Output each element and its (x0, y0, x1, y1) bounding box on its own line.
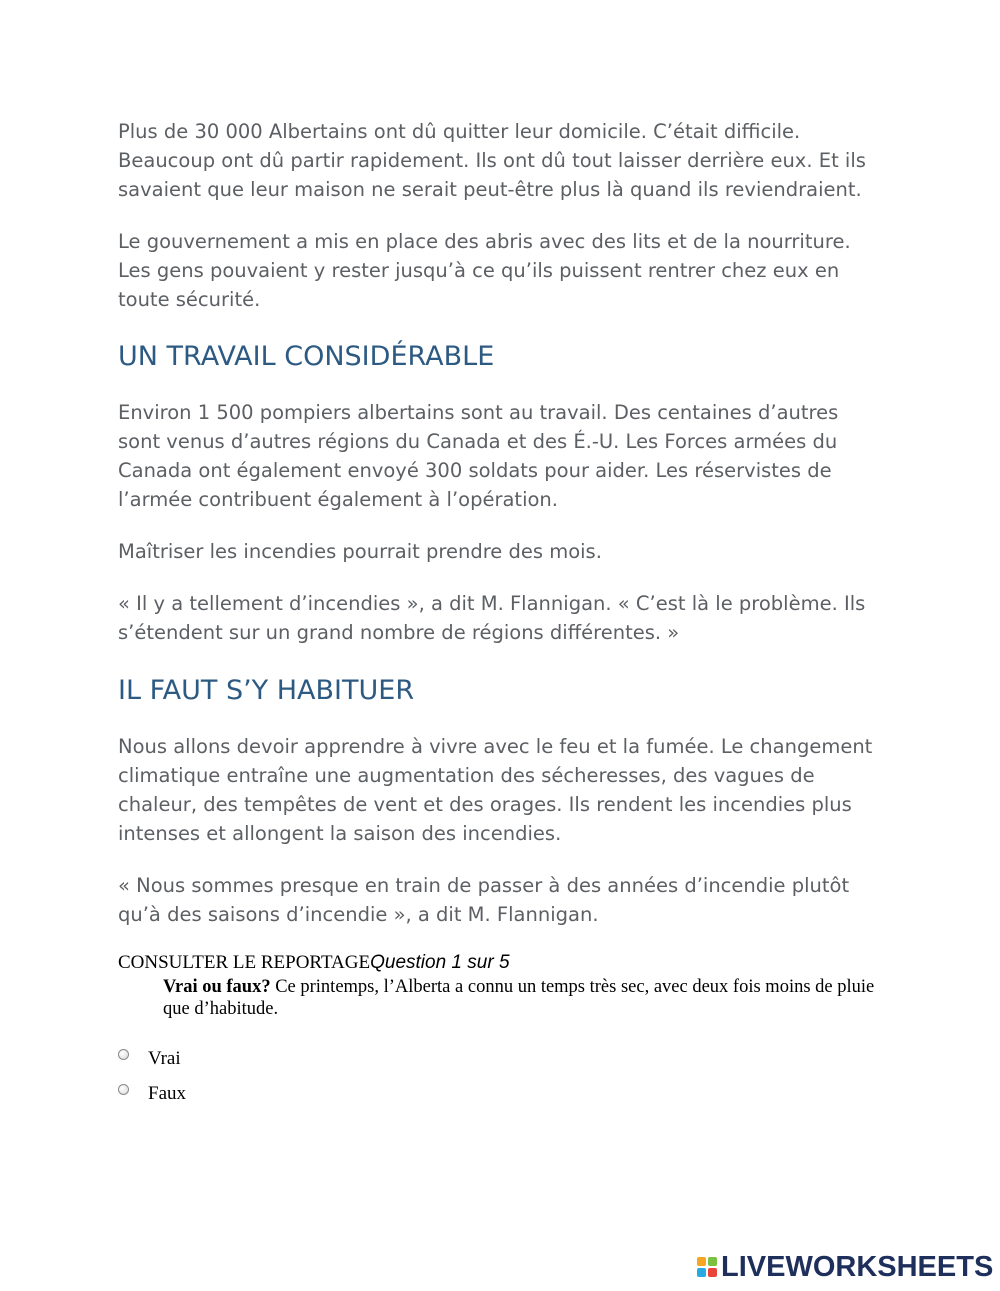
liveworksheets-logo (697, 1252, 993, 1282)
option-faux[interactable] (118, 1083, 186, 1105)
section-heading: IL FAUT S’Y HABITUER (118, 675, 415, 706)
article-paragraph: « Nous sommes presque en train de passer à des années d’incendie plutôt qu’à des saisons d’incendie », a dit M. Flannigan. (118, 874, 850, 926)
logo-text: LIVEWORKSHEETS (721, 1251, 994, 1283)
question-type-label: Vrai ou faux? (163, 977, 271, 997)
question-text: Ce printemps, l’Alberta a connu un temps très sec, avec deux fois moins de pluie que d’habitude. (163, 977, 875, 1019)
radio-button-icon[interactable] (118, 1049, 129, 1060)
question-counter: Question 1 sur 5 (370, 952, 510, 973)
logo-block (708, 1257, 717, 1266)
article-paragraph: « Il y a tellement d’incendies », a dit M. Flannigan. « C’est là le problème. Ils s’étendent sur un grand nombre de régions différentes. » (118, 592, 866, 644)
option-vrai[interactable] (118, 1048, 181, 1070)
view-report-link[interactable]: CONSULTER LE REPORTAGE (118, 952, 371, 973)
question-prompt (163, 976, 883, 1020)
radio-button-icon[interactable] (118, 1084, 129, 1095)
quiz-header (118, 952, 510, 974)
option-label: Vrai (148, 1048, 181, 1069)
logo-block (697, 1268, 706, 1277)
article-paragraph: Maîtriser les incendies pourrait prendre des mois. (118, 540, 602, 563)
option-label: Faux (148, 1083, 186, 1104)
section-heading: UN TRAVAIL CONSIDÉRABLE (118, 341, 495, 372)
logo-block (697, 1257, 706, 1266)
article-paragraph: Plus de 30 000 Albertains ont dû quitter leur domicile. C’était difficile. Beaucoup ont dû partir rapidement. Ils ont dû tout laisser derrière eux. Et ils savaient que leur maison ne serait peut-être plus là quand ils reviendraient. (118, 120, 866, 201)
article-paragraph: Le gouvernement a mis en place des abris avec des lits et de la nourriture. Les gens pouvaient y rester jusqu’à ce qu’ils puissent rentrer chez eux en toute sécurité. (118, 230, 851, 311)
logo-block (708, 1268, 717, 1277)
article-paragraph: Environ 1 500 pompiers albertains sont au travail. Des centaines d’autres sont venus d’autres régions du Canada et des É.-U. Les Forces armées du Canada ont également envoyé 300 soldats pour aider. Les réservistes de l’armée contribuent également à l’opération. (118, 401, 839, 511)
article-paragraph: Nous allons devoir apprendre à vivre avec le feu et la fumée. Le changement climatique entraîne une augmentation des sécheresses, des vagues de chaleur, des tempêtes de vent et des orages. Ils rendent les incendies plus intenses et allongent la saison des incendies. (118, 735, 873, 845)
logo-blocks-icon (697, 1257, 717, 1277)
